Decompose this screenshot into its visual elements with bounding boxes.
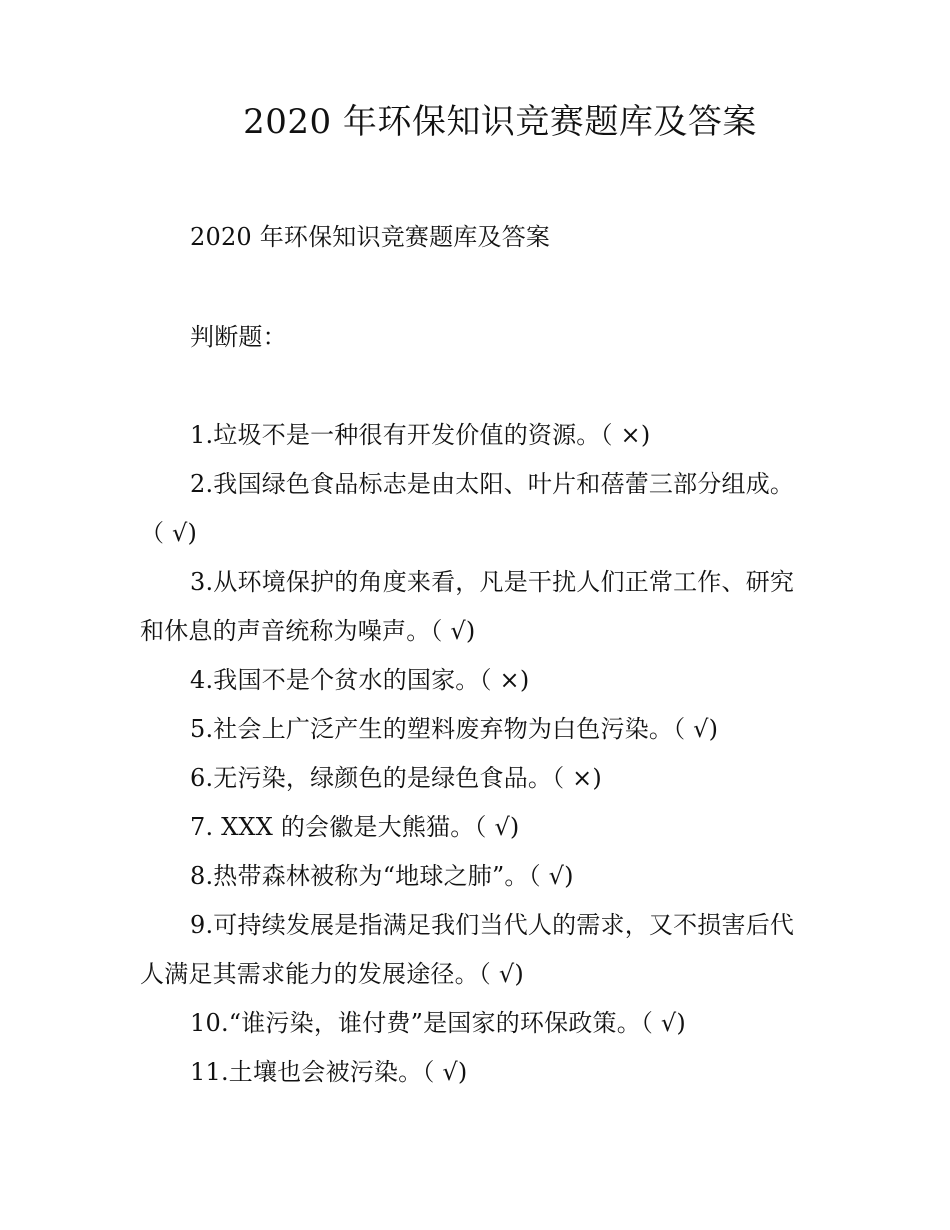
question-line-6: 6.无污染，绿颜色的是绿色食品。（ ×) (190, 764, 602, 792)
question-line-9-continued: 人满足其需求能力的发展途径。（ √) (140, 960, 524, 988)
question-line-2: 2.我国绿色食品标志是由太阳、叶片和蓓蕾三部分组成。 (190, 470, 795, 498)
question-line-9: 9.可持续发展是指满足我们当代人的需求，又不损害后代 (190, 911, 795, 939)
question-line-3: 3.从环境保护的角度来看，凡是干扰人们正常工作、研究 (190, 568, 795, 596)
section-label: 判断题： (190, 323, 287, 351)
document-subtitle: 2020 年环保知识竞赛题库及答案 (190, 223, 551, 251)
question-line-2-answer: （ √) (140, 519, 198, 547)
question-line-3-continued: 和休息的声音统称为噪声。（ √) (140, 617, 476, 645)
question-line-1: 1.垃圾不是一种很有开发价值的资源。（ ×) (190, 421, 651, 449)
question-line-5: 5.社会上广泛产生的塑料废弃物为白色污染。（ √) (190, 715, 719, 743)
question-line-7: 7. XXX 的会徽是大熊猫。（ √) (190, 813, 520, 841)
question-line-11: 11.土壤也会被污染。（ √) (190, 1058, 468, 1086)
question-line-8: 8.热带森林被称为“地球之肺”。（ √) (190, 862, 574, 890)
question-line-10: 10.“谁污染，谁付费”是国家的环保政策。（ √) (190, 1009, 686, 1037)
question-line-4: 4.我国不是个贫水的国家。（ ×) (190, 666, 530, 694)
document-title: 2020 年环保知识竞赛题库及答案 (243, 102, 757, 142)
